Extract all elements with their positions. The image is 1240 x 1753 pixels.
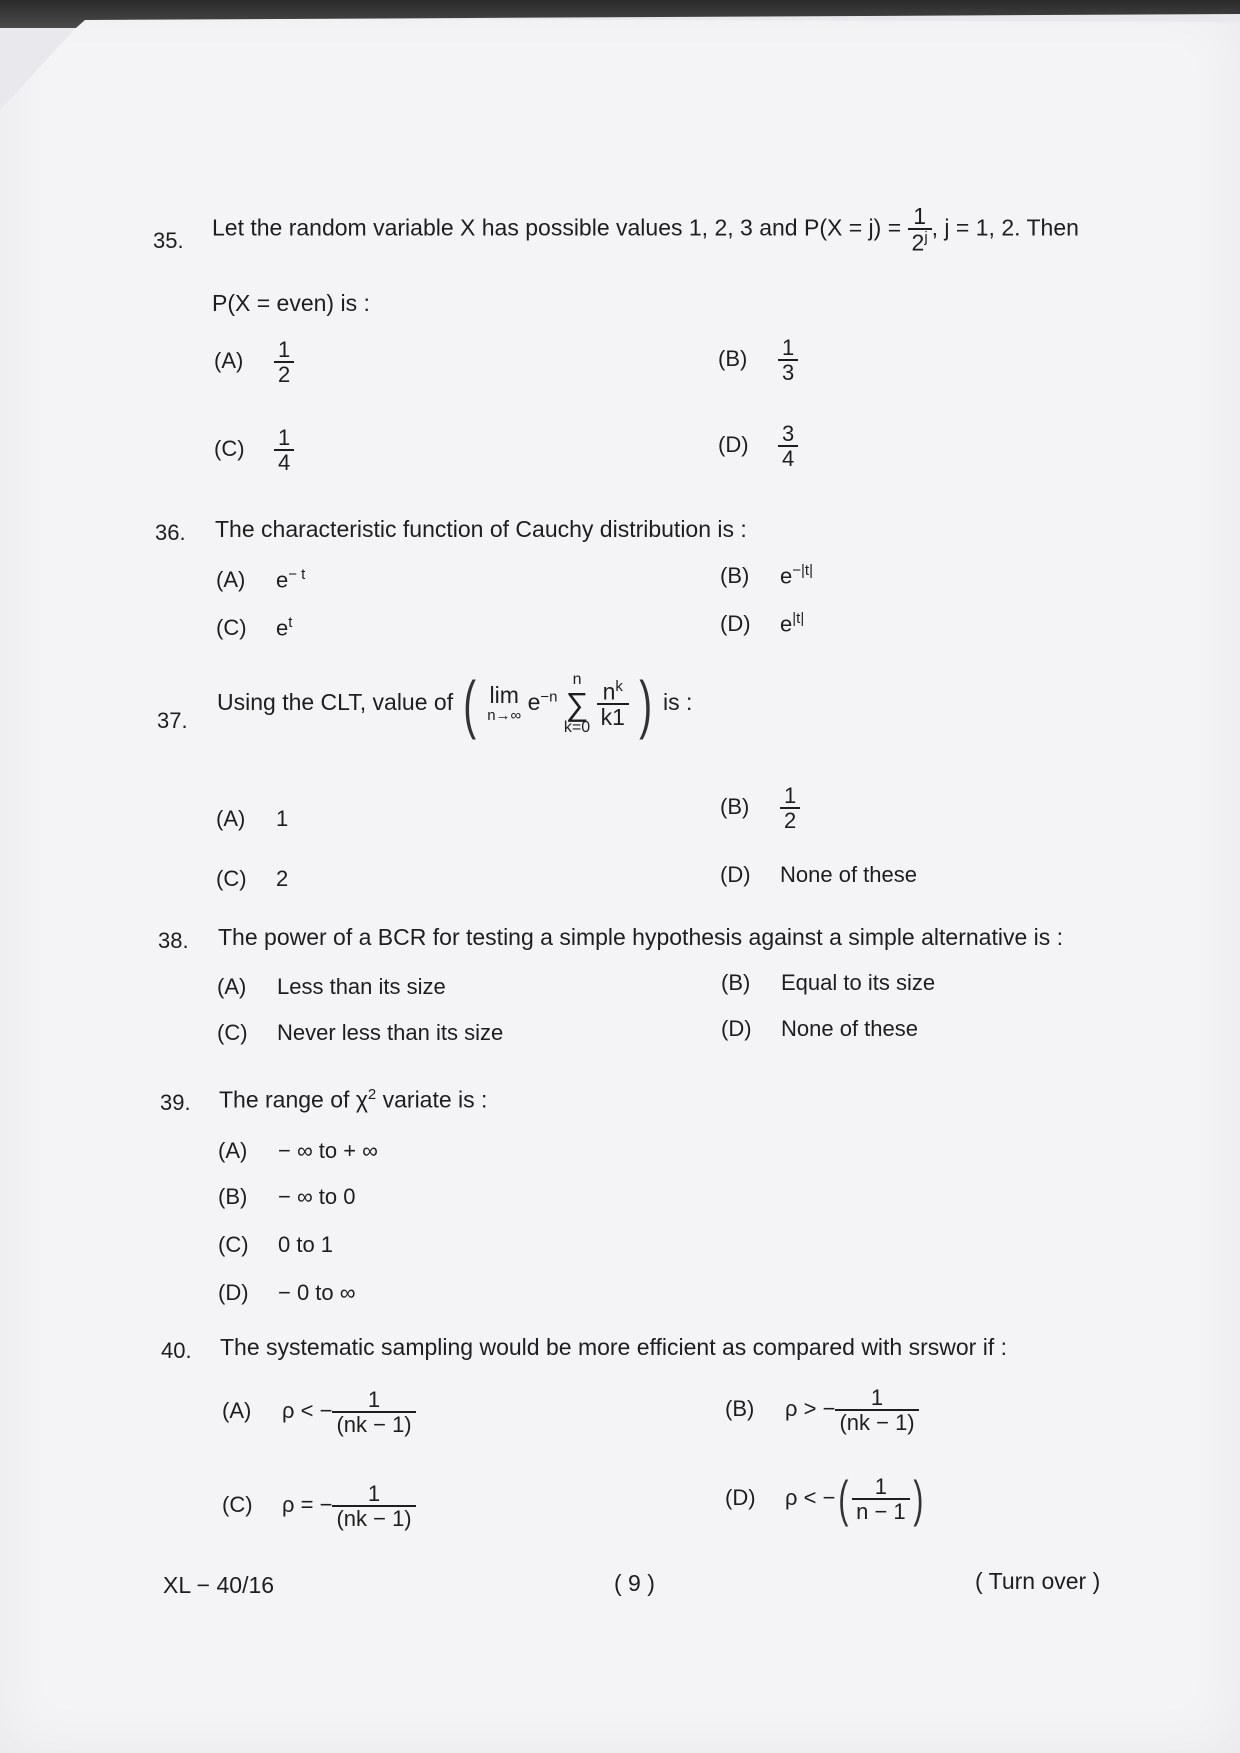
option-d[interactable] bbox=[721, 1016, 918, 1042]
option-prefix: ρ = − bbox=[282, 1491, 333, 1517]
option-base: e bbox=[276, 567, 289, 593]
question-36-text: The characteristic function of Cauchy distribution is : bbox=[215, 516, 747, 542]
fraction-numerator: 1 bbox=[913, 203, 926, 229]
option-exponent: |t| bbox=[792, 610, 805, 627]
sum-upper: n bbox=[572, 671, 582, 688]
right-parenthesis: ) bbox=[639, 668, 653, 740]
option-c[interactable] bbox=[216, 866, 288, 892]
option-label: (A) bbox=[217, 974, 247, 999]
option-label: (A) bbox=[216, 567, 246, 593]
option-text: Less than its size bbox=[277, 974, 446, 999]
option-label: (D) bbox=[720, 611, 751, 637]
turn-over: ( Turn over ) bbox=[975, 1568, 1101, 1594]
option-exponent: t bbox=[288, 614, 293, 631]
question-39-lead: The range of bbox=[219, 1086, 356, 1113]
numerator-exponent: k bbox=[615, 677, 623, 695]
option-c[interactable] bbox=[217, 1020, 503, 1046]
fraction-numerator: 3 bbox=[782, 421, 795, 446]
option-a[interactable] bbox=[217, 974, 446, 1000]
question-39-text bbox=[219, 1086, 487, 1114]
question-35-line2: P(X = even) is : bbox=[212, 290, 370, 316]
option-text: 0 to 1 bbox=[278, 1232, 334, 1257]
summand-fraction bbox=[597, 679, 629, 730]
option-d[interactable] bbox=[720, 862, 917, 888]
option-prefix: ρ < − bbox=[785, 1484, 836, 1510]
option-label: (C) bbox=[217, 1020, 248, 1045]
fraction-numerator: 1 bbox=[784, 783, 797, 808]
limit-word: lim bbox=[489, 682, 519, 709]
left-parenthesis: ( bbox=[463, 668, 477, 740]
question-35-text bbox=[212, 204, 1079, 255]
option-b[interactable] bbox=[720, 784, 800, 832]
option-fraction bbox=[778, 336, 798, 384]
limit-expression bbox=[487, 683, 521, 725]
option-text: None of these bbox=[780, 862, 917, 887]
option-label: (D) bbox=[725, 1484, 756, 1510]
paper-code: XL − 40/16 bbox=[163, 1572, 275, 1598]
option-fraction bbox=[274, 338, 294, 386]
limit-subscript: n→∞ bbox=[487, 707, 522, 725]
right-parenthesis: ) bbox=[912, 1471, 923, 1527]
option-text: − 0 to ∞ bbox=[278, 1280, 356, 1305]
option-fraction bbox=[835, 1386, 918, 1434]
exp-exponent: −n bbox=[540, 688, 558, 706]
option-label: (C) bbox=[216, 866, 247, 891]
option-base: e bbox=[780, 611, 793, 637]
fraction-numerator: 1 bbox=[874, 1473, 887, 1499]
option-c[interactable] bbox=[218, 1232, 333, 1258]
option-exponent: −|t| bbox=[792, 562, 813, 579]
question-39-tail: variate is : bbox=[376, 1086, 488, 1113]
option-c[interactable] bbox=[222, 1482, 416, 1530]
option-label: (C) bbox=[218, 1232, 249, 1257]
probability-fraction bbox=[908, 204, 932, 255]
question-37-tail: is : bbox=[662, 689, 693, 716]
option-fraction bbox=[780, 784, 800, 832]
chi-exponent: 2 bbox=[367, 1086, 377, 1103]
option-text: − ∞ to 0 bbox=[278, 1184, 356, 1209]
option-fraction bbox=[852, 1475, 910, 1523]
option-fraction bbox=[332, 1388, 415, 1436]
question-35-lead: Let the random variable X has possible values 1, 2, 3 and P(X = j) = bbox=[212, 214, 908, 241]
option-label: (B) bbox=[720, 793, 750, 819]
option-base: e bbox=[276, 615, 289, 641]
option-text: Equal to its size bbox=[781, 970, 936, 995]
fraction-denominator: (nk − 1) bbox=[835, 1409, 918, 1434]
left-parenthesis: ( bbox=[838, 1471, 849, 1527]
option-b[interactable] bbox=[218, 1184, 355, 1210]
option-text: 1 bbox=[276, 806, 289, 831]
option-label: (C) bbox=[216, 615, 247, 641]
option-a[interactable] bbox=[218, 1138, 378, 1164]
sigma-symbol: ∑ bbox=[565, 686, 589, 722]
exp-base: e bbox=[527, 689, 541, 716]
option-c[interactable] bbox=[216, 614, 292, 641]
option-a[interactable] bbox=[222, 1388, 416, 1436]
option-label: (B) bbox=[218, 1184, 248, 1209]
option-label: (B) bbox=[721, 970, 751, 995]
question-37-lead: Using the CLT, value of bbox=[217, 689, 454, 716]
numerator-base: n bbox=[602, 678, 616, 705]
option-label: (D) bbox=[218, 1280, 249, 1305]
fraction-denominator: 2 bbox=[780, 807, 800, 832]
option-b[interactable] bbox=[718, 336, 798, 384]
fraction-numerator: 1 bbox=[367, 1481, 381, 1506]
option-label: (A) bbox=[214, 347, 244, 373]
option-exponent: − t bbox=[288, 566, 306, 583]
option-fraction bbox=[332, 1482, 415, 1530]
fraction-denominator bbox=[908, 228, 932, 255]
fraction-denominator: 4 bbox=[274, 449, 294, 474]
fraction-numerator: 1 bbox=[278, 425, 291, 450]
question-35-tail: , j = 1, 2. Then bbox=[931, 214, 1079, 241]
sum-lower: k=0 bbox=[563, 719, 591, 736]
option-text: Never less than its size bbox=[277, 1020, 504, 1045]
chi-symbol: χ bbox=[355, 1086, 368, 1113]
option-text: 2 bbox=[276, 866, 289, 891]
option-label: (C) bbox=[222, 1491, 253, 1517]
fraction-denominator: 2 bbox=[274, 361, 294, 386]
option-a[interactable] bbox=[216, 806, 288, 832]
fraction-denominator: (nk − 1) bbox=[332, 1505, 415, 1530]
option-prefix: ρ > − bbox=[785, 1395, 836, 1421]
option-fraction bbox=[778, 422, 798, 470]
option-b[interactable] bbox=[721, 970, 935, 996]
option-label: (C) bbox=[214, 435, 245, 461]
page-number: ( 9 ) bbox=[614, 1570, 655, 1596]
denominator-exponent: j bbox=[924, 229, 928, 247]
option-label: (B) bbox=[720, 563, 750, 589]
summation bbox=[564, 672, 590, 736]
option-text: None of these bbox=[781, 1016, 918, 1041]
question-number: 37. bbox=[157, 708, 188, 733]
fraction-denominator: (nk − 1) bbox=[332, 1411, 415, 1436]
denominator-base: 2 bbox=[911, 229, 925, 256]
fraction-denominator: n − 1 bbox=[852, 1498, 910, 1523]
option-fraction bbox=[274, 426, 294, 474]
fraction-numerator bbox=[599, 679, 627, 704]
question-37-text bbox=[217, 668, 693, 740]
fraction-denominator: 3 bbox=[778, 359, 798, 384]
fraction-numerator: 1 bbox=[782, 335, 795, 360]
option-b[interactable] bbox=[720, 562, 813, 589]
option-label: (B) bbox=[725, 1395, 755, 1421]
option-prefix: ρ < − bbox=[282, 1397, 333, 1423]
question-40-text: The systematic sampling would be more efficient as compared with srswor if : bbox=[220, 1334, 1007, 1360]
option-label: (B) bbox=[718, 345, 748, 371]
option-d[interactable] bbox=[725, 1471, 926, 1527]
question-number: 35. bbox=[153, 228, 184, 253]
fraction-numerator: 1 bbox=[870, 1385, 884, 1410]
option-label: (D) bbox=[721, 1016, 752, 1041]
option-a[interactable] bbox=[216, 566, 305, 593]
option-label: (A) bbox=[222, 1397, 252, 1423]
option-b[interactable] bbox=[725, 1386, 919, 1434]
question-38-text: The power of a BCR for testing a simple hypothesis against a simple alternative is : bbox=[218, 924, 1064, 950]
question-number: 39. bbox=[160, 1090, 191, 1115]
option-d[interactable] bbox=[218, 1280, 355, 1306]
fraction-denominator: 4 bbox=[778, 445, 798, 470]
fraction-denominator: k1 bbox=[597, 703, 629, 729]
option-text: − ∞ to + ∞ bbox=[278, 1138, 378, 1163]
question-number: 40. bbox=[161, 1338, 192, 1363]
option-base: e bbox=[780, 563, 793, 589]
option-label: (A) bbox=[218, 1138, 248, 1163]
option-d[interactable] bbox=[718, 422, 798, 470]
fraction-numerator: 1 bbox=[278, 337, 291, 362]
option-a[interactable] bbox=[214, 338, 294, 386]
option-label: (D) bbox=[718, 431, 749, 457]
option-label: (D) bbox=[720, 862, 751, 887]
option-c[interactable] bbox=[214, 426, 294, 474]
question-number: 38. bbox=[158, 928, 189, 953]
option-d[interactable] bbox=[720, 610, 804, 637]
question-number: 36. bbox=[155, 520, 186, 545]
fraction-numerator: 1 bbox=[367, 1387, 381, 1412]
option-label: (A) bbox=[216, 806, 246, 831]
